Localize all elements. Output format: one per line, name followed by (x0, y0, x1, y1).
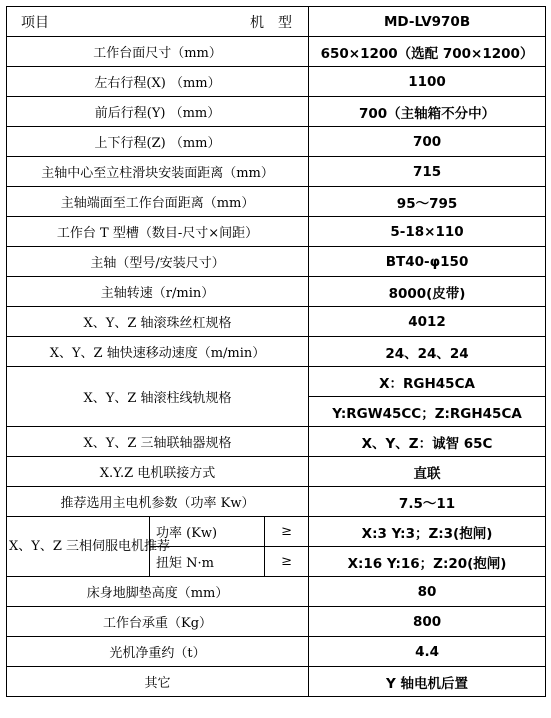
spec-value: 700 (309, 127, 546, 157)
spec-value: 4012 (309, 307, 546, 337)
spec-label: 床身地脚垫高度（mm） (7, 577, 309, 607)
rail-row-1 (7, 367, 546, 397)
spec-label: 工作台面尺寸（mm） (7, 37, 309, 67)
spec-value: 95～795 (309, 187, 546, 217)
servo-torque-symbol: ≥ (265, 547, 309, 577)
spec-row (7, 337, 546, 367)
coupling-row (7, 427, 546, 457)
spec-row (7, 127, 546, 157)
rail-value-2: Y:RGW45CC；Z:RGH45CA (309, 397, 546, 427)
motor-link-row (7, 457, 546, 487)
spec-label: 其它 (7, 667, 309, 697)
spec-label: 主轴端面至工作台面距离（mm） (7, 187, 309, 217)
coupling-value: X、Y、Z：诚智 65C (309, 427, 546, 457)
spec-row (7, 97, 546, 127)
spec-row (7, 637, 546, 667)
servo-torque-label: 扭矩 N·m (150, 547, 265, 577)
spec-value: 5-18×110 (309, 217, 546, 247)
servo-power-value: X:3 Y:3；Z:3(抱闸) (309, 517, 546, 547)
spec-value: 715 (309, 157, 546, 187)
main-motor-value: 7.5～11 (309, 487, 546, 517)
spec-label: X、Y、Z 轴快速移动速度（m/min） (7, 337, 309, 367)
servo-label: X、Y、Z 三相伺服电机推荐 (7, 517, 150, 577)
spec-row (7, 607, 546, 637)
spec-label: X、Y、Z 轴滚珠丝杠规格 (7, 307, 309, 337)
spec-row (7, 307, 546, 337)
spec-row (7, 67, 546, 97)
spec-value: 80 (309, 577, 546, 607)
servo-power-label: 功率 (Kw) (150, 517, 265, 547)
spec-row (7, 277, 546, 307)
spec-row (7, 247, 546, 277)
spec-label: 主轴中心至立柱滑块安装面距离（mm） (7, 157, 309, 187)
spec-label: 左右行程(X) （mm） (7, 67, 309, 97)
servo-torque-value: X:16 Y:16；Z:20(抱闸) (309, 547, 546, 577)
header-row (7, 7, 546, 37)
spec-row (7, 667, 546, 697)
spec-label: 上下行程(Z) （mm） (7, 127, 309, 157)
spec-value: 800 (309, 607, 546, 637)
spec-value: BT40-φ150 (309, 247, 546, 277)
rail-label: X、Y、Z 轴滚柱线轨规格 (7, 367, 309, 427)
spec-row (7, 187, 546, 217)
spec-table-container (6, 6, 546, 697)
spec-row (7, 217, 546, 247)
main-motor-row (7, 487, 546, 517)
header-item-label: 项目 (21, 14, 49, 31)
spec-label: 工作台 T 型槽（数目-尺寸×间距） (7, 217, 309, 247)
header-model-label: 机 型 (250, 14, 293, 31)
spec-row (7, 37, 546, 67)
main-motor-label: 推荐选用主电机参数（功率 Kw） (7, 487, 309, 517)
servo-power-row (7, 517, 546, 547)
spec-row (7, 577, 546, 607)
spec-label: 工作台承重（Kg） (7, 607, 309, 637)
spec-value: 1100 (309, 67, 546, 97)
rail-value-1: X：RGH45CA (309, 367, 546, 397)
spec-value: Y 轴电机后置 (309, 667, 546, 697)
header-item-cell (7, 7, 309, 37)
spec-label: 前后行程(Y) （mm） (7, 97, 309, 127)
servo-power-symbol: ≥ (265, 517, 309, 547)
motor-link-label: X.Y.Z 电机联接方式 (7, 457, 309, 487)
spec-value: 24、24、24 (309, 337, 546, 367)
spec-table (6, 6, 546, 697)
header-model-value: MD-LV970B (309, 7, 546, 37)
motor-link-value: 直联 (309, 457, 546, 487)
spec-label: 光机净重约（t） (7, 637, 309, 667)
coupling-label: X、Y、Z 三轴联轴器规格 (7, 427, 309, 457)
spec-value: 8000(皮带) (309, 277, 546, 307)
spec-value: 4.4 (309, 637, 546, 667)
spec-value: 700（主轴箱不分中） (309, 97, 546, 127)
spec-label: 主轴（型号/安装尺寸） (7, 247, 309, 277)
spec-label: 主轴转速（r/min） (7, 277, 309, 307)
spec-value: 650×1200（选配 700×1200） (309, 37, 546, 67)
spec-row (7, 157, 546, 187)
